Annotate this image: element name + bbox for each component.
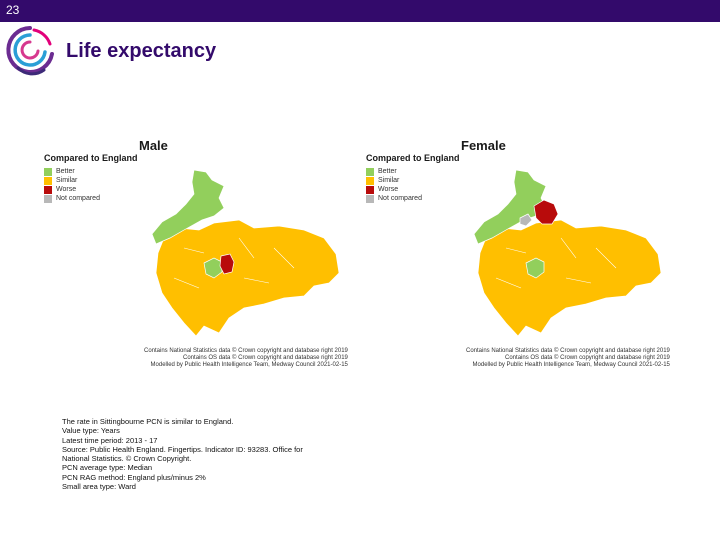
organisation-logo-icon: [4, 24, 56, 78]
choropleth-map: [144, 158, 344, 338]
legend-item-not-compared: [366, 194, 422, 203]
page-title: Life expectancy: [66, 40, 217, 62]
legend-item-not-compared: [44, 194, 100, 203]
legend-item-worse: [366, 185, 398, 194]
indicator-notes: [62, 417, 362, 491]
credit-line: Contains OS data © Crown copyright and database right 2019: [183, 355, 348, 361]
note-line: Source: Public Health England. Fingertips. Indicator ID: 93283. Office for: [62, 444, 303, 454]
note-line: The rate in Sittingbourne PCN is similar to England.: [62, 417, 234, 426]
credit-line: Modelled by Public Health Intelligence Team, Medway Council 2021-02-15: [150, 362, 348, 368]
legend-swatch: [44, 177, 52, 185]
legend-label: Not compared: [378, 195, 422, 202]
map-credits: [144, 348, 348, 369]
legend-label: Worse: [56, 186, 77, 193]
note-line: Small area type: Ward: [62, 482, 136, 492]
legend-item-better: [366, 167, 397, 176]
legend-swatch: [366, 186, 374, 194]
choropleth-map: [466, 158, 666, 338]
slide-number: 23: [6, 3, 20, 17]
credit-line: Contains National Statistics data © Crown copyright and database right 2019: [144, 348, 348, 354]
legend-swatch: [44, 195, 52, 203]
female-map-panel: [366, 138, 686, 373]
note-line: PCN average type: Median: [62, 463, 153, 473]
legend-swatch: [366, 195, 374, 203]
legend-swatch: [366, 168, 374, 176]
legend-title: Compared to England: [44, 153, 138, 163]
map-title: Female: [461, 138, 506, 153]
legend-item-better: [44, 167, 75, 176]
credit-line: Contains National Statistics data © Crown copyright and database right 2019: [466, 348, 670, 354]
map-title: Male: [139, 138, 168, 153]
male-map-panel: [44, 138, 364, 373]
legend-swatch: [44, 168, 52, 176]
legend-label: Similar: [378, 177, 400, 184]
legend-label: Worse: [378, 186, 399, 193]
map-credits: [466, 348, 670, 369]
legend-title: Compared to England: [366, 153, 460, 163]
legend-item-similar: [366, 176, 399, 185]
legend-label: Similar: [56, 177, 78, 184]
credit-line: Modelled by Public Health Intelligence Team, Medway Council 2021-02-15: [472, 362, 670, 368]
legend-swatch: [366, 177, 374, 185]
note-line: Latest time period: 2013 - 17: [62, 435, 158, 445]
note-line: National Statistics. © Crown Copyright.: [62, 454, 192, 464]
legend-swatch: [44, 186, 52, 194]
header-bar: [0, 0, 720, 22]
legend-item-worse: [44, 185, 76, 194]
ward-similar-main: [156, 220, 339, 336]
ward-similar-main: [478, 220, 661, 336]
legend-item-similar: [44, 176, 77, 185]
legend-label: Not compared: [56, 195, 100, 202]
ward-worse-north-east: [534, 200, 558, 224]
note-line: PCN RAG method: England plus/minus 2%: [62, 472, 206, 482]
credit-line: Contains OS data © Crown copyright and database right 2019: [505, 355, 670, 361]
legend-label: Better: [378, 168, 397, 175]
note-line: Value type: Years: [62, 426, 120, 436]
legend-label: Better: [56, 168, 75, 175]
